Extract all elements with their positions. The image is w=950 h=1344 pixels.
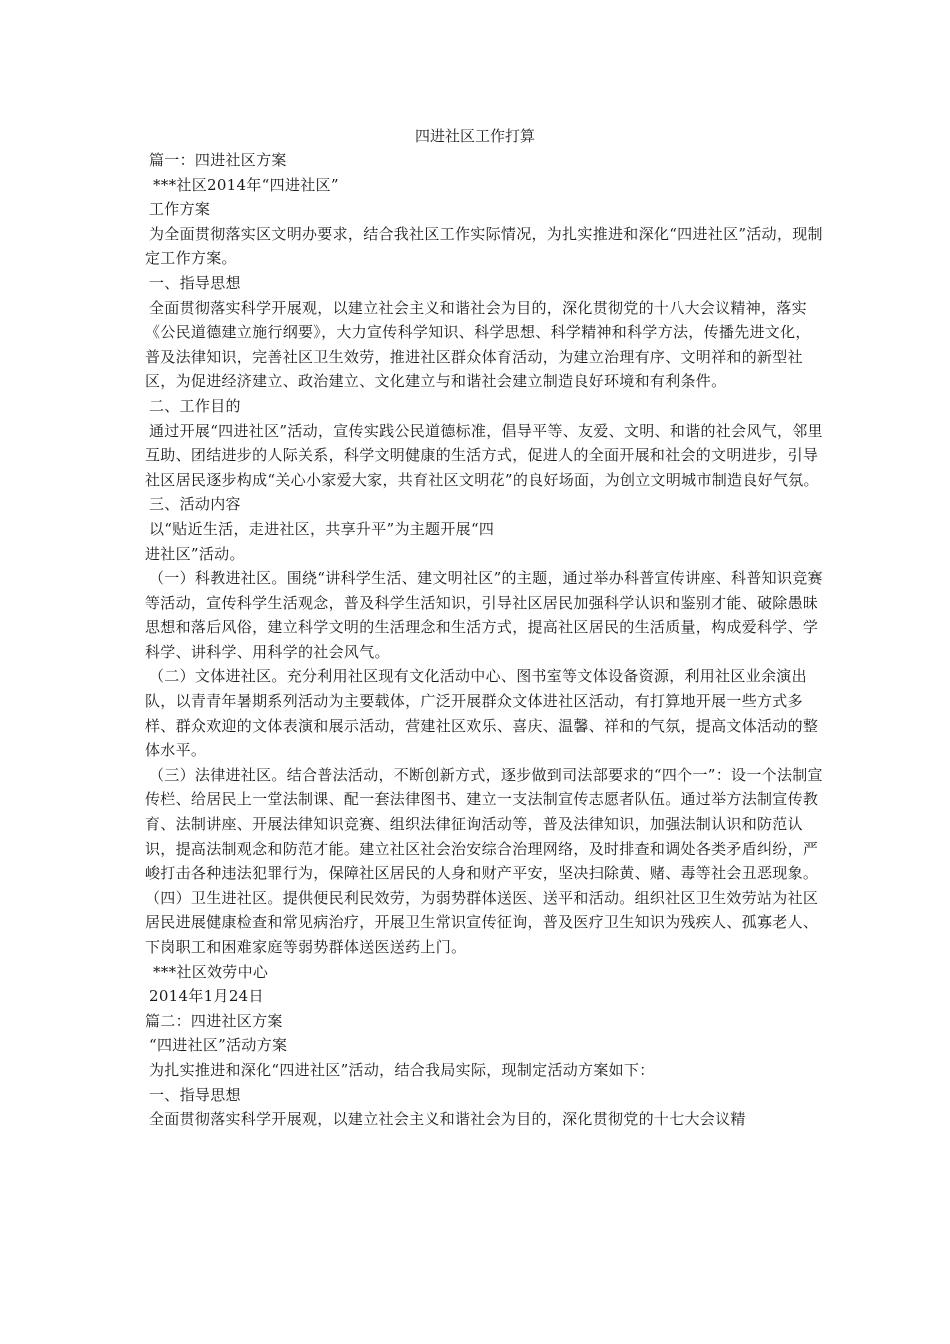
signature-date: 2014年1月24日 (149, 987, 264, 1006)
guiding-thought-paragraph: 全面贯彻落实科学开展观，以建立社会主义和谐社会为目的，深化贯彻党的十八大会议精神，落实《公民道德建立施行纲要》，大力宣传科学知识、科学思想、科学精神和科学方法，传播先进文化，普及法律知识，完善社区卫生效劳，推进社区群众体育活动，为建立治理有序、文明祥和的新型社区，为促进经济建立、政治建立、文化建立与和谐社会建立制造良好环境和有利条件。 (145, 298, 811, 391)
plan-title-line1: ***社区2014年“四进社区” (153, 175, 339, 194)
plan2-heading-guiding-thought: 一、指导思想 (149, 1085, 241, 1104)
heading-work-goal: 二、工作目的 (149, 396, 241, 415)
item-health: （四）卫生进社区。提供便民利民效劳，为弱势群体送医、送平和活动。组织社区卫生效劳站为社区居民进展健康检查和常见病治疗，开展卫生常识宣传征询，普及医疗卫生知识为残疾人、孤寡老人、下岗职工和困难家庭等弱势群体送医送药上门。 (145, 888, 819, 956)
activity-theme-line2: 进社区”活动。 (145, 544, 245, 563)
item-science-education: （一）科教进社区。围绕“讲科学生活、建文明社区”的主题，通过举办科普宣传讲座、科普知识竞赛等活动，宣传科学生活观念，普及科学生活知识，引导社区居民加强科学认识和鉴别才能、破除愚昧思想和落后风俗，建立科学文明的生活理念和生活方式，提高社区居民的生活质量，构成爱科学、学科学、讲科学、用科学的社会风气。 (145, 569, 823, 661)
document-title: 四进社区工作打算 (414, 127, 535, 145)
plan2-guiding-thought-paragraph: 全面贯彻落实科学开展观，以建立社会主义和谐社会为目的，深化贯彻党的十七大会议精 (149, 1110, 746, 1129)
plan2-title: “四进社区”活动方案 (149, 1036, 288, 1055)
section-heading-part2: 篇二：四进社区方案 (145, 1011, 283, 1030)
plan2-intro: 为扎实推进和深化“四进社区”活动，结合我局实际，现制定活动方案如下： (149, 1060, 655, 1079)
heading-activity-content: 三、活动内容 (149, 495, 241, 514)
heading-guiding-thought: 一、指导思想 (149, 273, 241, 292)
item-law: （三）法律进社区。结合普法活动，不断创新方式，逐步做到司法部要求的“四个一”：设一个法制宣传栏、给居民上一堂法制课、配一套法律图书、建立一支法制宣传志愿者队伍。通过举方法制宣传教育、法制讲座、开展法律知识竞赛、组织法律征询活动等，普及法律知识，加强法制认识和防范认识，提高法制观念和防范才能。建立社区社会治安综合治理网络，及时排查和调处各类矛盾纠纷，严峻打击各种违法犯罪行为，保障社区居民的人身和财产平安，坚决扫除黄、赌、毒等社会丑恶现象。 (145, 765, 823, 883)
signature-organization: ***社区效劳中心 (153, 962, 269, 981)
plan-title-line2: 工作方案 (149, 200, 211, 219)
intro-paragraph: 为全面贯彻落实区文明办要求，结合我社区工作实际情况，为扎实推进和深化“四进社区”活动，现制定工作方案。 (145, 224, 823, 268)
document-body (145, 148, 825, 1132)
work-goal-paragraph: 通过开展“四进社区”活动，宣传实践公民道德标准，倡导平等、友爱、文明、和谐的社会风气，邻里互助、团结进步的人际关系，科学文明健康的生活方式，促进人的全面开展和社会的文明进步，引导社区居民逐步构成“关心小家爱大家，共育社区文明花”的良好场面，为创立文明城市制造良好气氛。 (145, 421, 823, 489)
section-heading-part1: 篇一：四进社区方案 (149, 151, 287, 169)
item-culture-sports: （二）文体进社区。充分利用社区现有文化活动中心、图书室等文体设备资源，利用社区业余演出队，以青青年暑期系列活动为主要载体，广泛开展群众文体进社区活动，有打算地开展一些方式多样、群众欢迎的文体表演和展示活动，营建社区欢乐、喜庆、温馨、祥和的气氛，提高文体活动的整体水平。 (145, 667, 819, 760)
activity-theme-line1: 以“贴近生活，走进社区，共享升平”为主题开展“四 (149, 519, 495, 538)
